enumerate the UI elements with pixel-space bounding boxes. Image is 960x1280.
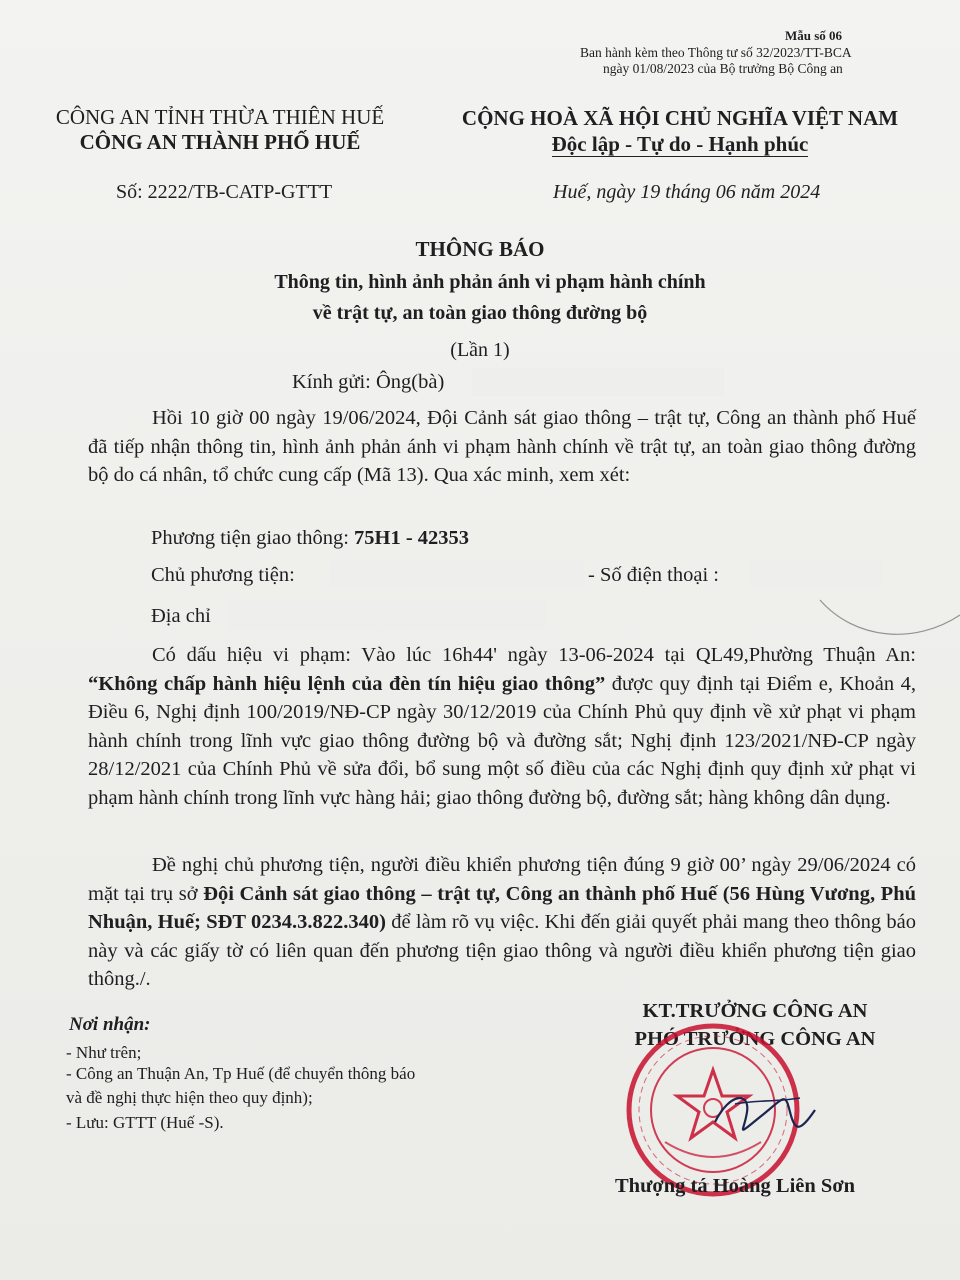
document-subtitle-1: Thông tin, hình ảnh phản ánh vi phạm hành chính xyxy=(274,271,706,293)
request-office: Đội Cảnh sát giao thông – trật tự, Công an thành phố Huế (56 Hùng Vương, Phú Nhuận, Huế; SĐT 0234.3.822.340) xyxy=(88,882,917,933)
agency-line1: CÔNG AN TỈNH THỪA THIÊN HUẾ xyxy=(55,105,385,129)
redacted-address xyxy=(228,600,546,630)
paragraph-reception: Hồi 10 giờ 00 ngày 19/06/2024, Đội Cảnh sát giao thông – trật tự, Công an thành phố Huế đã tiếp nhận thông tin, hình ảnh phản ánh vi phạm hành chính về trật tự, an toàn giao thông đường bộ do cá nhân, tổ chức cung cấp (Mã 13). Qua xác minh, xem xét: xyxy=(88,407,916,486)
recipients-item: - Như trên; xyxy=(66,1043,142,1062)
document-number: Số: 2222/TB-CATP-GTTT xyxy=(116,181,333,203)
address-label: Địa chỉ xyxy=(151,605,211,627)
violation-legal-basis: được quy định tại Điểm e, Khoản 4, Điều 6, Nghị định 100/2019/NĐ-CP ngày 30/12/2019 của Chính Phủ quy định về xử phạt vi phạm hành chính trong lĩnh vực giao thông đường bộ và đường sắt; Nghị định 123/2021/NĐ-CP ngày 28/12/2021 của Chính Phủ về sửa đổi, bổ sung một số điều của các Nghị định quy định xử phạt vi phạm hành chính trong lĩnh vực hàng hải; giao thông đường bộ, đường sắt; hàng không dân dụng. xyxy=(88,672,916,809)
document-title: THÔNG BÁO xyxy=(415,237,545,261)
recipient-label: Kính gửi: Ông(bà) xyxy=(292,371,445,393)
agency-header xyxy=(40,105,400,155)
document-subtitle-2: về trật tự, an toàn giao thông đường bộ xyxy=(312,302,648,324)
vehicle-label: Phương tiện giao thông: xyxy=(151,527,355,549)
paragraph-request xyxy=(88,851,916,994)
nation-line1: CỘNG HOÀ XÃ HỘI CHỦ NGHĨA VIỆT NAM xyxy=(461,106,899,130)
recipients-item: - Công an Thuận An, Tp Huế (để chuyển thông báo xyxy=(66,1064,416,1083)
vehicle-plate: 75H1 - 42353 xyxy=(354,527,470,549)
redacted-recipient-name xyxy=(472,368,724,396)
paper-curl-mark xyxy=(815,570,960,650)
vehicle-line xyxy=(151,527,469,550)
request-details: để làm rõ vụ việc. Khi đến giải quyết phải mang theo thông báo này và các giấy tờ có liên quan đến phương tiện giao thông và người điều khiển phương tiện giao thông./. xyxy=(88,911,916,990)
phone-label: - Số điện thoại : xyxy=(588,564,719,586)
nation-header xyxy=(440,105,920,157)
form-issued-line1: Ban hành kèm theo Thông tư số 32/2023/TT-BCA xyxy=(580,45,852,60)
recipients-item: - Lưu: GTTT (Huế -S). xyxy=(66,1113,224,1132)
nation-motto: Độc lập - Tự do - Hạnh phúc xyxy=(551,132,809,156)
form-issued-line2: ngày 01/08/2023 của Bộ trưởng Bộ Công an xyxy=(603,61,843,76)
signer-name: Thượng tá Hoàng Liên Sơn xyxy=(615,1175,856,1197)
redacted-owner-name xyxy=(330,561,584,589)
violation-name: “Không chấp hành hiệu lệnh của đèn tín hiệu giao thông” xyxy=(88,672,606,695)
signature-title-1: KT.TRƯỞNG CÔNG AN xyxy=(642,1000,868,1022)
recipients-item: và đề nghị thực hiện theo quy định); xyxy=(66,1088,313,1107)
owner-label: Chủ phương tiện: xyxy=(151,564,295,586)
recipients-title: Nơi nhận: xyxy=(69,1014,151,1035)
violation-intro: Có dấu hiệu vi phạm: Vào lúc 16h44' ngày 13-06-2024 tại QL49,Phường Thuận An: xyxy=(152,644,916,666)
handwritten-signature xyxy=(705,1082,825,1142)
request-intro: Đề nghị chủ phương tiện, người điều khiển phương tiện đúng 9 giờ 00’ ngày 29/06/2024 có mặt tại trụ sở xyxy=(88,854,916,905)
agency-line2: CÔNG AN THÀNH PHỐ HUẾ xyxy=(79,130,361,154)
form-number: Mẫu số 06 xyxy=(784,28,842,43)
notice-round: (Lần 1) xyxy=(450,339,510,361)
paragraph-violation xyxy=(88,641,916,812)
place-date: Huế, ngày 19 tháng 06 năm 2024 xyxy=(553,181,821,203)
signature-title-2: PHÓ TRƯỞNG CÔNG AN xyxy=(634,1028,876,1050)
